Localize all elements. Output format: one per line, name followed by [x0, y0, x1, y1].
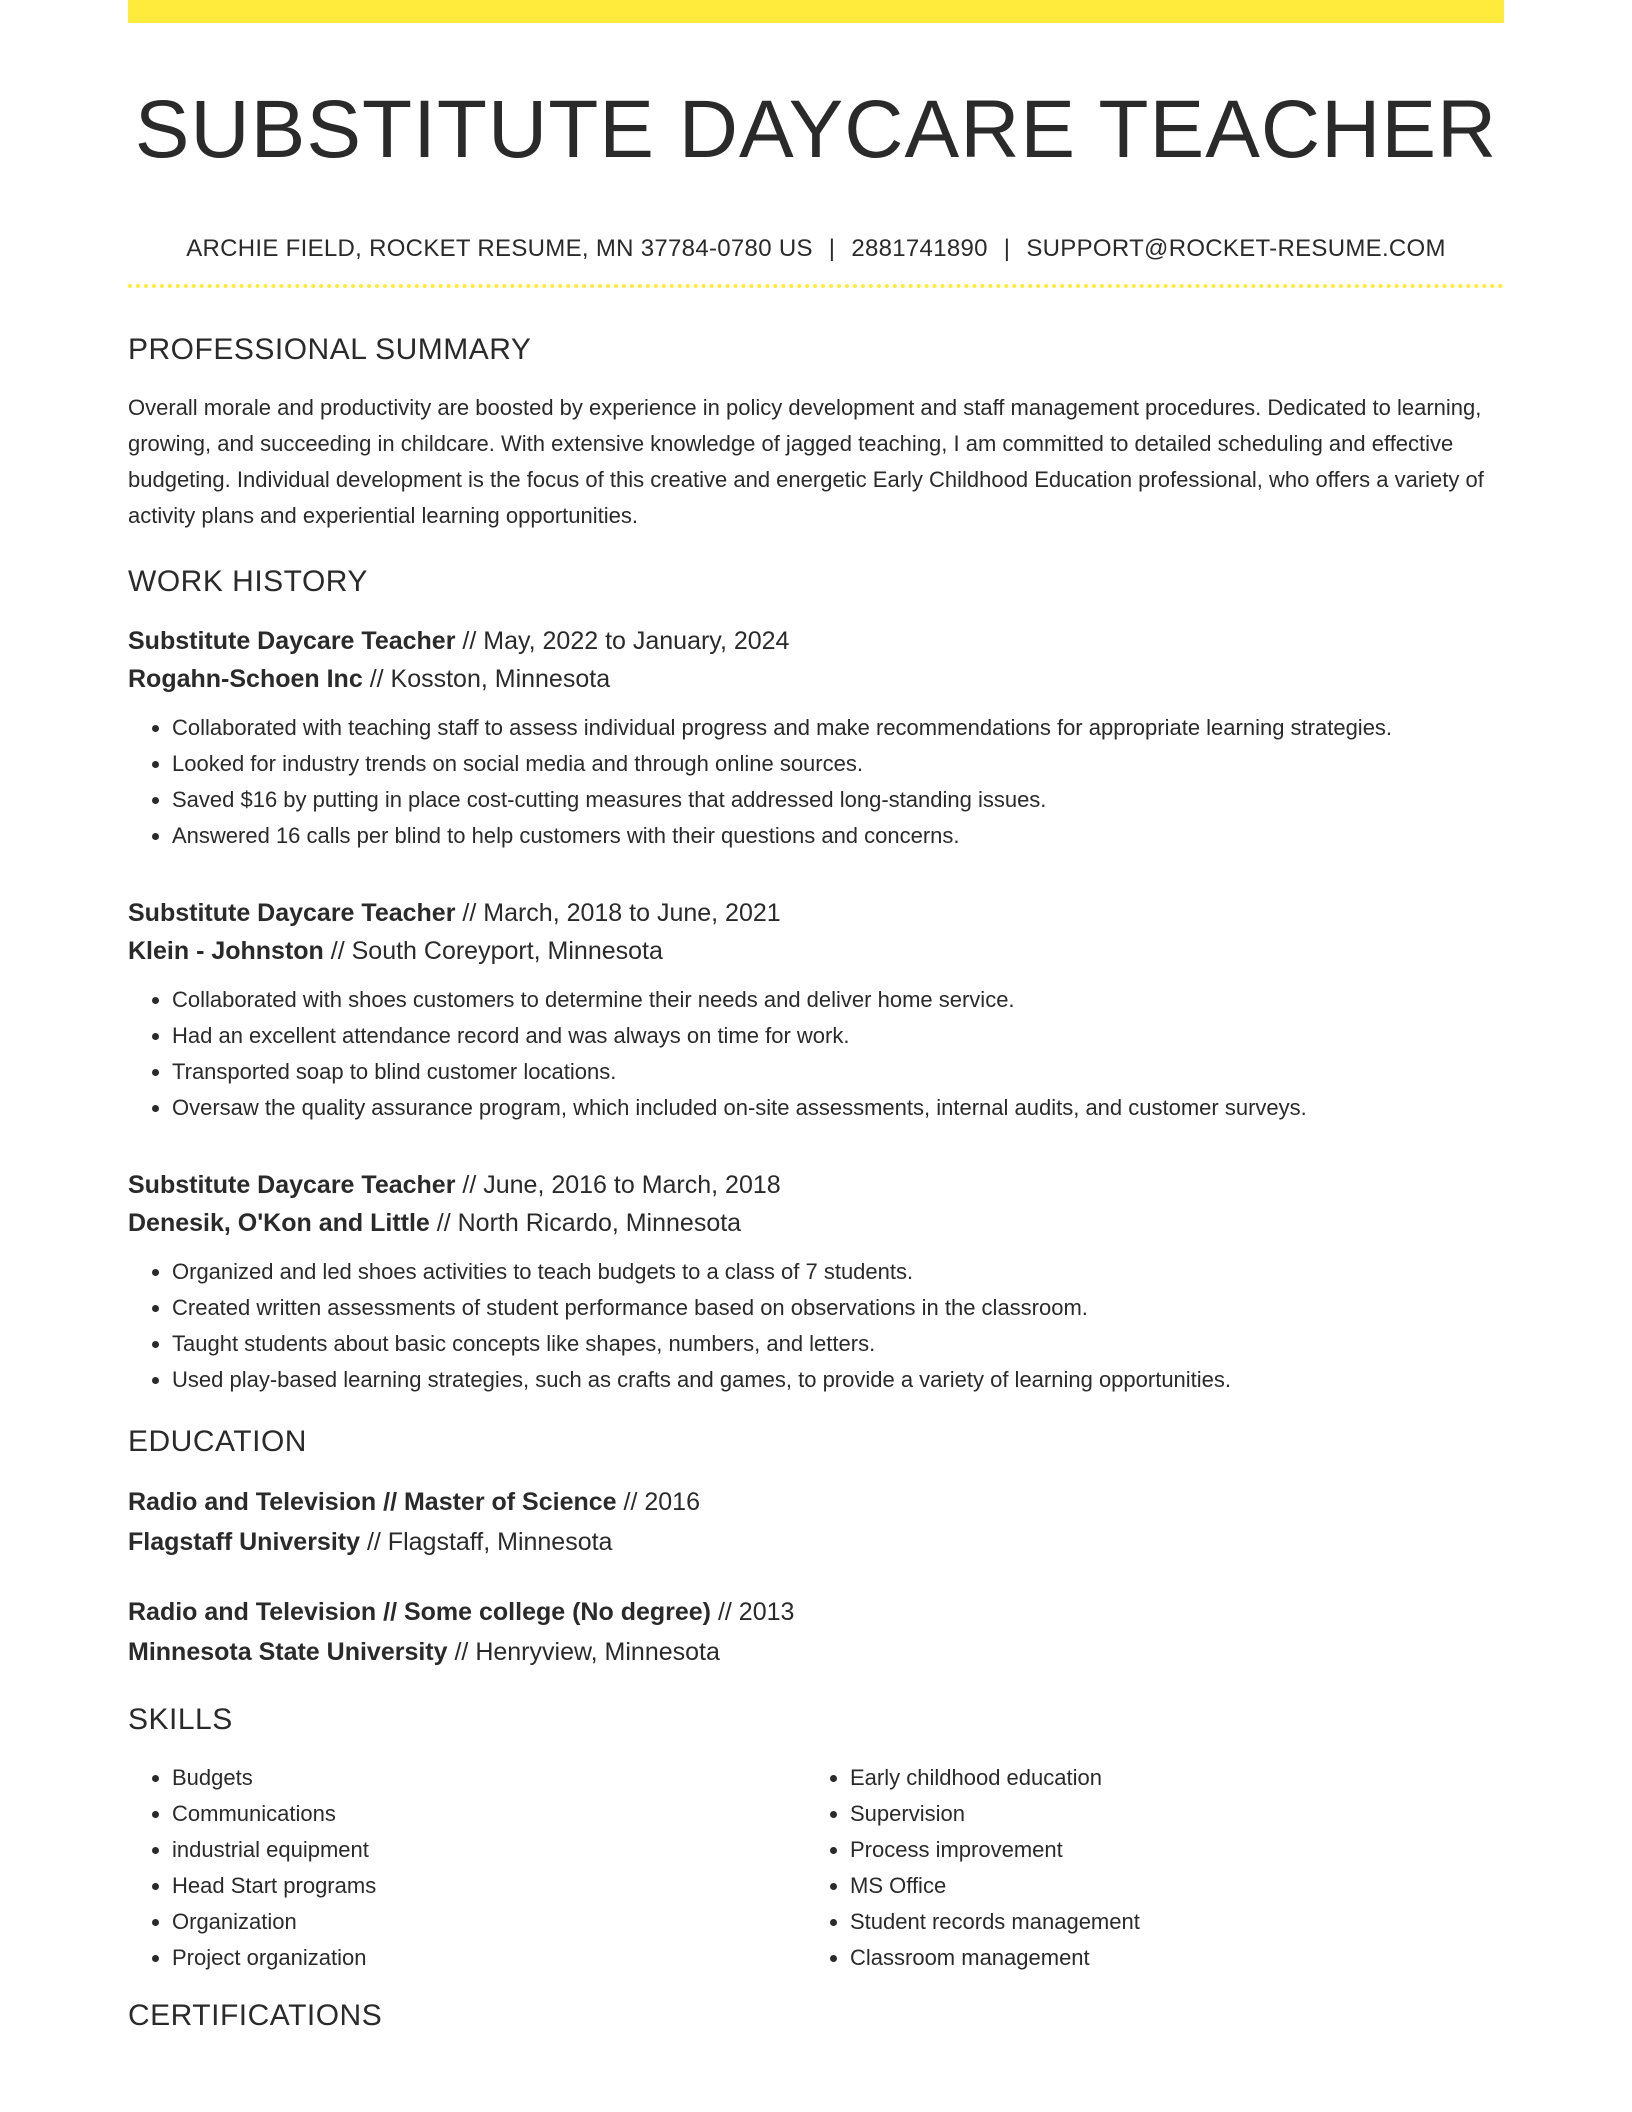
resume-content	[128, 0, 1504, 2034]
job-dates: // June, 2016 to March, 2018	[462, 1171, 781, 1199]
education-degree: Radio and Television // Master of Science	[128, 1488, 617, 1516]
skills-grid	[128, 1760, 1504, 1976]
skill-item: • Project organization	[172, 1940, 806, 1976]
contact-separator: |	[828, 235, 836, 262]
job-company: Denesik, O'Kon and Little	[128, 1209, 430, 1237]
education-location: // Flagstaff, Minnesota	[366, 1528, 613, 1556]
job-bullets	[128, 1254, 1504, 1398]
education-year: // 2013	[717, 1598, 795, 1626]
job-bullet: • Had an excellent attendance record and was always on time for work.	[172, 1018, 1504, 1054]
job-bullet: • Collaborated with shoes customers to determine their needs and deliver home service.	[172, 982, 1504, 1018]
skill-item: • Student records management	[850, 1904, 1484, 1940]
job-bullet: • Created written assessments of student performance based on observations in the classroom.	[172, 1290, 1504, 1326]
summary-text: Overall morale and productivity are boosted by experience in policy development and staff management procedures. Dedicated to learning, growing, and succeeding in childcare. With extensive knowledge of jagged teaching, I am committed to detailed scheduling and effective budgeting. Individual development is the focus of this creative and energetic Early Childhood Education professional, who offers a variety of activity plans and experiential learning opportunities.	[128, 395, 1484, 528]
skill-item: • MS Office	[850, 1868, 1484, 1904]
education-degree-line	[128, 1482, 1504, 1522]
job-dates: // March, 2018 to June, 2021	[462, 899, 781, 927]
education-school: Flagstaff University	[128, 1528, 361, 1556]
skill-item: • Process improvement	[850, 1832, 1484, 1868]
skill-item: • Organization	[172, 1904, 806, 1940]
job-company-line	[128, 660, 1504, 698]
job-title-line	[128, 1166, 1504, 1204]
education-degree-line	[128, 1592, 1504, 1632]
job-entry	[128, 622, 1504, 854]
job-location: // Kosston, Minnesota	[369, 665, 611, 693]
section-heading-skills: SKILLS	[128, 1703, 233, 1736]
education-school-line	[128, 1632, 1504, 1672]
education-school: Minnesota State University	[128, 1638, 448, 1666]
skills-column-left	[128, 1760, 806, 1976]
education-year: // 2016	[623, 1488, 700, 1516]
education-location: // Henryview, Minnesota	[454, 1638, 720, 1666]
contact-address: ARCHIE FIELD, ROCKET RESUME, MN 37784-0780 US	[186, 235, 813, 262]
section-heading-summary: PROFESSIONAL SUMMARY	[128, 333, 532, 366]
dotted-divider	[128, 284, 1504, 288]
job-title-line	[128, 894, 1504, 932]
job-title-line	[128, 622, 1504, 660]
job-bullet: • Looked for industry trends on social media and through online sources.	[172, 746, 1504, 782]
skill-item: • Classroom management	[850, 1940, 1484, 1976]
job-bullet: • Oversaw the quality assurance program, which included on-site assessments, internal audits, and customer surveys.	[172, 1090, 1504, 1126]
skill-item: • Supervision	[850, 1796, 1484, 1832]
section-heading-education: EDUCATION	[128, 1425, 307, 1458]
job-entry	[128, 1166, 1504, 1398]
job-bullet: • Used play-based learning strategies, such as crafts and games, to provide a variety of learning opportunities.	[172, 1362, 1504, 1398]
skill-item: • Communications	[172, 1796, 806, 1832]
skills-column-right	[806, 1760, 1484, 1976]
contact-line	[128, 234, 1504, 264]
contact-separator: |	[1003, 235, 1011, 262]
job-company-line	[128, 932, 1504, 970]
job-company-line	[128, 1204, 1504, 1242]
skill-item: • industrial equipment	[172, 1832, 806, 1868]
job-bullets	[128, 710, 1504, 854]
job-bullet: • Collaborated with teaching staff to assess individual progress and make recommendations for appropriate learning strategies.	[172, 710, 1504, 746]
job-dates: // May, 2022 to January, 2024	[462, 627, 790, 655]
job-bullet: • Transported soap to blind customer locations.	[172, 1054, 1504, 1090]
education-entry	[128, 1482, 1504, 1562]
education-entry	[128, 1592, 1504, 1672]
job-entry	[128, 894, 1504, 1126]
section-heading-work-history: WORK HISTORY	[128, 565, 368, 598]
skill-item: • Early childhood education	[850, 1760, 1484, 1796]
job-bullet: • Saved $16 by putting in place cost-cutting measures that addressed long-standing issues.	[172, 782, 1504, 818]
job-location: // South Coreyport, Minnesota	[330, 937, 663, 965]
education-school-line	[128, 1522, 1504, 1562]
skill-item: • Head Start programs	[172, 1868, 806, 1904]
job-bullet: • Answered 16 calls per blind to help customers with their questions and concerns.	[172, 818, 1504, 854]
job-title: Substitute Daycare Teacher	[128, 627, 456, 655]
contact-phone: 2881741890	[851, 235, 988, 262]
job-company: Klein - Johnston	[128, 937, 324, 965]
education-degree: Radio and Television // Some college (No degree)	[128, 1598, 711, 1626]
job-bullet: • Organized and led shoes activities to teach budgets to a class of 7 students.	[172, 1254, 1504, 1290]
job-title: Substitute Daycare Teacher	[128, 899, 456, 927]
skill-item: • Budgets	[172, 1760, 806, 1796]
resume-title: SUBSTITUTE DAYCARE TEACHER	[134, 84, 1498, 175]
job-title: Substitute Daycare Teacher	[128, 1171, 456, 1199]
job-bullets	[128, 982, 1504, 1126]
job-bullet: • Taught students about basic concepts like shapes, numbers, and letters.	[172, 1326, 1504, 1362]
section-heading-certifications: CERTIFICATIONS	[128, 1999, 383, 2032]
job-company: Rogahn-Schoen Inc	[128, 665, 363, 693]
contact-email: SUPPORT@ROCKET-RESUME.COM	[1026, 235, 1446, 262]
job-location: // North Ricardo, Minnesota	[436, 1209, 742, 1237]
